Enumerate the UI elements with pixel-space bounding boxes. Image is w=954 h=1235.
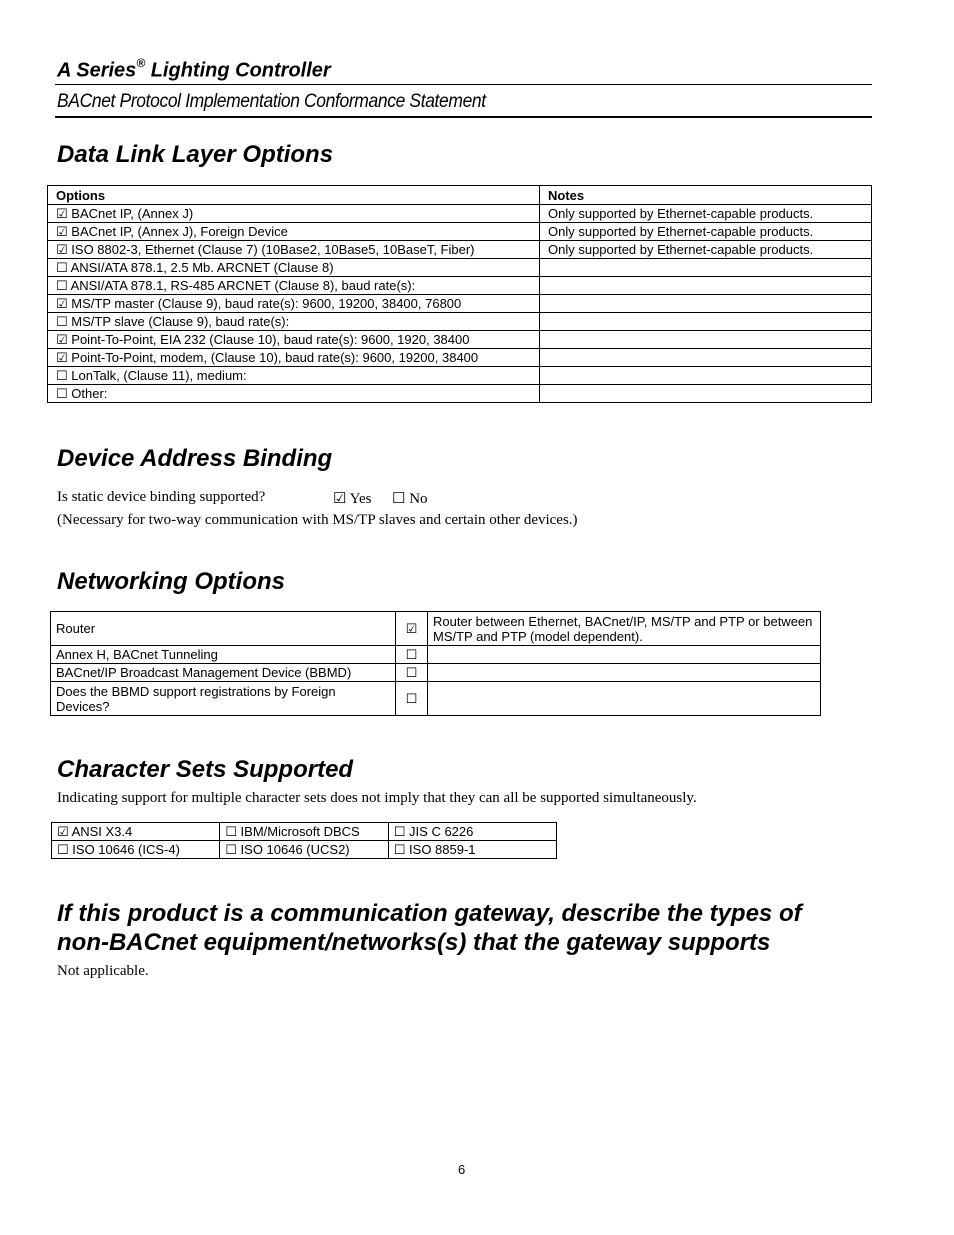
unchecked-box-icon: ☐ xyxy=(56,385,68,401)
networking-option-note xyxy=(428,664,821,682)
binding-note: (Necessary for two-way communication with MS/TP slaves and certain other devices.) xyxy=(57,512,578,528)
data-link-options-table xyxy=(47,185,872,403)
option-cell xyxy=(48,205,540,223)
charset-cell xyxy=(388,841,556,859)
option-label: ANSI/ATA 878.1, 2.5 Mb. ARCNET (Clause 8) xyxy=(70,259,334,275)
unchecked-box-icon: ☐ xyxy=(225,823,237,839)
table-row xyxy=(48,241,872,259)
option-label: LonTalk, (Clause 11), medium: xyxy=(71,367,247,383)
unchecked-box-icon: ☐ xyxy=(396,664,428,682)
table-row xyxy=(48,349,872,367)
checked-box-icon: ☑ xyxy=(57,823,69,839)
option-cell xyxy=(48,241,540,259)
charset-label: ANSI X3.4 xyxy=(71,823,133,839)
option-label: MS/TP slave (Clause 9), baud rate(s): xyxy=(71,313,290,329)
table-row xyxy=(48,313,872,331)
charset-cell xyxy=(220,841,389,859)
charset-label: JIS C 6226 xyxy=(409,823,474,839)
unchecked-box-icon: ☐ xyxy=(56,313,68,329)
section-heading-character-sets: Character Sets Supported xyxy=(57,756,354,783)
table-row xyxy=(48,295,872,313)
section-heading-gateway: If this product is a communication gateway, describe the types of non-BACnet equipment/networks(s) that the gateway supports xyxy=(57,900,802,956)
table-row xyxy=(52,841,557,859)
header-rule-thick xyxy=(55,116,872,118)
binding-no-option: ☐ No xyxy=(392,491,428,507)
charset-label: ISO 8859-1 xyxy=(409,841,476,857)
option-label: ISO 8802-3, Ethernet (Clause 7) (10Base2, 10Base5, 10BaseT, Fiber) xyxy=(71,241,475,257)
table-row xyxy=(48,367,872,385)
checked-box-icon: ☑ xyxy=(56,331,68,347)
note-cell xyxy=(540,313,872,331)
option-label: Point-To-Point, modem, (Clause 10), baud rate(s): 9600, 19200, 38400 xyxy=(71,349,479,365)
table-row xyxy=(51,612,821,646)
section-heading-data-link: Data Link Layer Options xyxy=(57,141,334,168)
note-cell xyxy=(540,367,872,385)
charset-cell xyxy=(220,823,389,841)
option-cell xyxy=(48,259,540,277)
option-cell xyxy=(48,313,540,331)
note-cell: Only supported by Ethernet-capable products. xyxy=(540,241,872,259)
unchecked-box-icon: ☐ xyxy=(392,491,406,507)
character-sets-table xyxy=(51,822,557,859)
networking-option-label: BACnet/IP Broadcast Management Device (BBMD) xyxy=(51,664,396,682)
table-row xyxy=(51,664,821,682)
unchecked-box-icon: ☐ xyxy=(396,646,428,664)
unchecked-box-icon: ☐ xyxy=(57,841,69,857)
unchecked-box-icon: ☐ xyxy=(56,367,68,383)
option-label: ANSI/ATA 878.1, RS-485 ARCNET (Clause 8), baud rate(s): xyxy=(70,277,416,293)
registered-mark: ® xyxy=(136,56,146,70)
networking-option-note xyxy=(428,682,821,716)
note-cell xyxy=(540,259,872,277)
option-cell xyxy=(48,331,540,349)
checked-box-icon: ☑ xyxy=(56,223,68,239)
option-label: Point-To-Point, EIA 232 (Clause 10), baud rate(s): 9600, 1920, 38400 xyxy=(71,331,470,347)
unchecked-box-icon: ☐ xyxy=(396,682,428,716)
option-cell xyxy=(48,349,540,367)
note-cell xyxy=(540,295,872,313)
table-row xyxy=(51,682,821,716)
character-sets-note: Indicating support for multiple character sets does not imply that they can all be supported simultaneously. xyxy=(57,790,697,806)
option-cell xyxy=(48,367,540,385)
document-subtitle: BACnet Protocol Implementation Conformance Statement xyxy=(57,91,486,112)
checked-box-icon: ☑ xyxy=(56,241,68,257)
option-cell xyxy=(48,277,540,295)
networking-option-note: Router between Ethernet, BACnet/IP, MS/TP and PTP or between MS/TP and PTP (model dependent). xyxy=(428,612,821,646)
table-row xyxy=(48,259,872,277)
option-label: Other: xyxy=(71,385,108,401)
note-cell xyxy=(540,277,872,295)
networking-options-table xyxy=(50,611,821,716)
table-row xyxy=(48,331,872,349)
table-row xyxy=(48,385,872,403)
document-title: A Series® Lighting Controller xyxy=(57,56,331,82)
networking-option-label: Does the BBMD support registrations by Foreign Devices? xyxy=(51,682,396,716)
checked-box-icon: ☑ xyxy=(333,491,347,507)
option-cell xyxy=(48,223,540,241)
charset-cell xyxy=(52,841,220,859)
checked-box-icon: ☑ xyxy=(396,612,428,646)
charset-label: ISO 10646 (UCS2) xyxy=(240,841,350,857)
column-header-notes: Notes xyxy=(540,186,872,205)
option-label: BACnet IP, (Annex J) xyxy=(71,205,194,221)
charset-cell xyxy=(52,823,220,841)
section-heading-networking: Networking Options xyxy=(57,568,285,595)
networking-option-label: Router xyxy=(51,612,396,646)
option-cell xyxy=(48,385,540,403)
gateway-text: Not applicable. xyxy=(57,963,149,979)
option-label: MS/TP master (Clause 9), baud rate(s): 9600, 19200, 38400, 76800 xyxy=(71,295,462,311)
table-row xyxy=(52,823,557,841)
checked-box-icon: ☑ xyxy=(56,295,68,311)
checked-box-icon: ☑ xyxy=(56,349,68,365)
note-cell xyxy=(540,349,872,367)
charset-label: IBM/Microsoft DBCS xyxy=(240,823,360,839)
section-heading-device-binding: Device Address Binding xyxy=(57,445,333,472)
table-header-row xyxy=(48,186,872,205)
page-number: 6 xyxy=(458,1162,466,1177)
unchecked-box-icon: ☐ xyxy=(393,841,406,857)
binding-question: Is static device binding supported? xyxy=(57,489,266,505)
unchecked-box-icon: ☐ xyxy=(56,277,68,293)
table-row xyxy=(48,205,872,223)
unchecked-box-icon: ☐ xyxy=(225,841,237,857)
table-row xyxy=(51,646,821,664)
header-rule xyxy=(55,84,872,85)
charset-label: ISO 10646 (ICS-4) xyxy=(72,841,180,857)
note-cell xyxy=(540,385,872,403)
option-label: BACnet IP, (Annex J), Foreign Device xyxy=(71,223,288,239)
checked-box-icon: ☑ xyxy=(56,205,68,221)
unchecked-box-icon: ☐ xyxy=(56,259,68,275)
note-cell: Only supported by Ethernet-capable products. xyxy=(540,223,872,241)
table-row xyxy=(48,277,872,295)
unchecked-box-icon: ☐ xyxy=(393,823,406,839)
charset-cell xyxy=(388,823,556,841)
note-cell: Only supported by Ethernet-capable products. xyxy=(540,205,872,223)
table-row xyxy=(48,223,872,241)
option-cell xyxy=(48,295,540,313)
note-cell xyxy=(540,331,872,349)
binding-yes-option: ☑ Yes xyxy=(333,491,372,507)
column-header-options: Options xyxy=(48,186,540,205)
networking-option-note xyxy=(428,646,821,664)
networking-option-label: Annex H, BACnet Tunneling xyxy=(51,646,396,664)
